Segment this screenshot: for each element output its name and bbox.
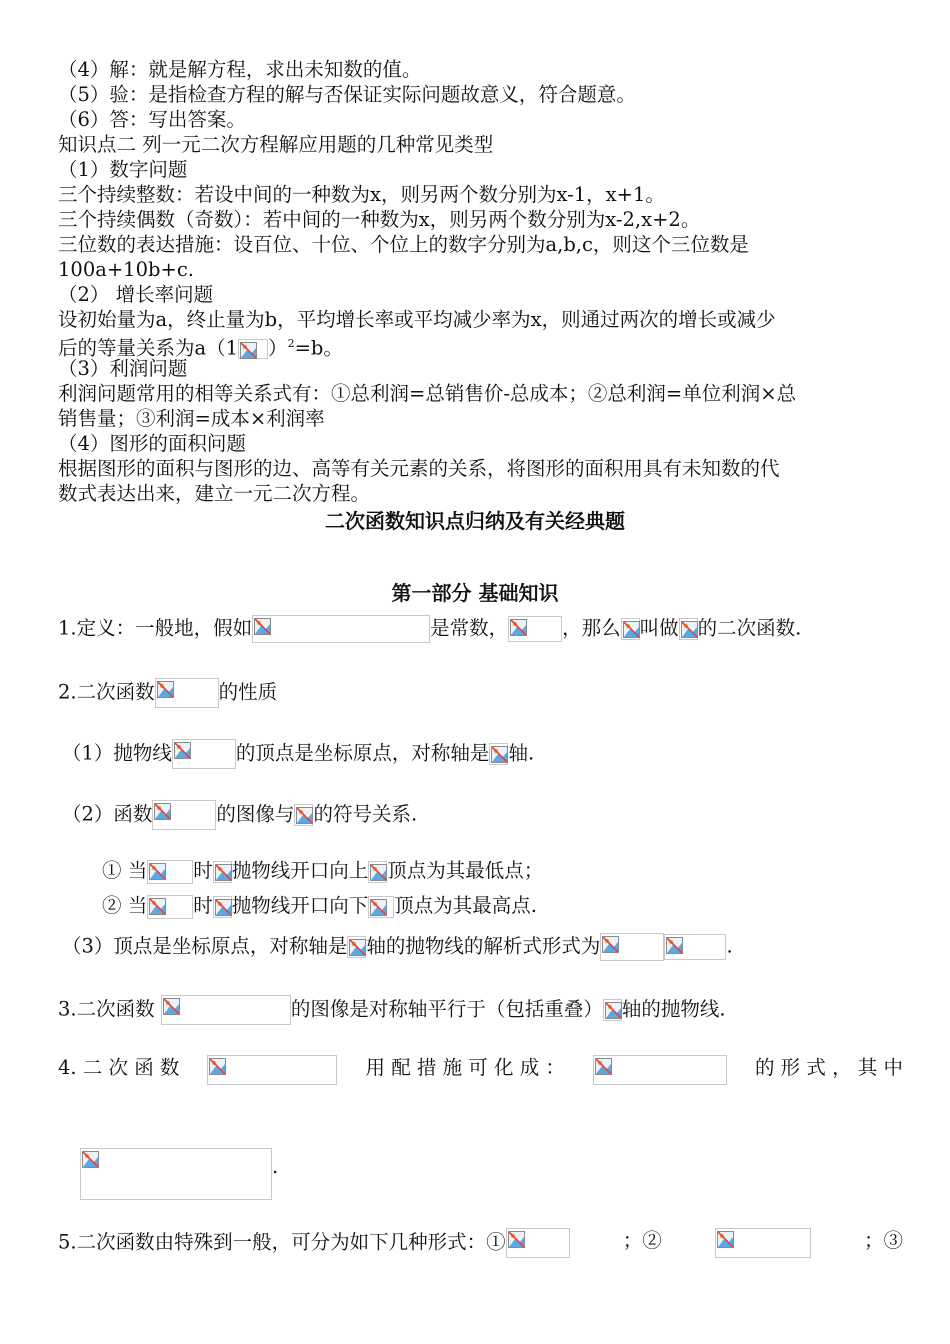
formula-image [172, 739, 236, 769]
broken-image-icon [174, 742, 191, 759]
text-line: （2） 增长率问题 [58, 283, 214, 306]
text-fragment: 的性质 [218, 680, 278, 704]
text-line: （4）解：就是解方程，求出未知数的值。 [58, 58, 422, 81]
broken-image-icon [209, 1058, 226, 1075]
text-line: （6）答：写出答案。 [58, 108, 246, 131]
broken-image-icon [82, 1151, 99, 1168]
formula-image [213, 896, 232, 918]
formula-image [368, 861, 387, 883]
formula-image [621, 618, 640, 640]
formula-image [207, 1055, 337, 1085]
formula-image [489, 743, 508, 765]
text-fragment: （1）抛物线 [62, 741, 172, 765]
text-fragment: 顶点为其最高点. [394, 894, 537, 917]
broken-image-icon [602, 936, 619, 953]
text-fragment: 的图像与 [216, 802, 295, 826]
formula-image [294, 804, 313, 826]
text-fragment: （2）函数 [62, 802, 153, 826]
part-title: 第一部分 基础知识 [391, 581, 559, 605]
text-fragment: 的顶点是坐标原点，对称轴是 [235, 741, 490, 765]
formula-image [715, 1228, 811, 1258]
text-line: 销售量；③利润=成本×利润率 [58, 407, 325, 430]
formula-image [664, 934, 726, 960]
text-fragment: 的二次函数. [697, 616, 802, 640]
broken-image-icon [370, 899, 387, 916]
item-line [58, 1055, 903, 1085]
text-fragment: 后的等量关系为a（1 [58, 336, 239, 360]
text-fragment: 轴. [508, 741, 535, 765]
broken-image-icon [717, 1231, 734, 1248]
item-line [80, 1148, 278, 1200]
text-line: 三位数的表达措施：设百位、十位、个位上的数字分别为a,b,c，则这个三位数是 [58, 233, 749, 256]
item-line [62, 933, 733, 961]
text-fragment: 时 [193, 894, 213, 917]
text-fragment: ① 当 [102, 859, 148, 882]
broken-image-icon [163, 998, 180, 1015]
text-fragment: 3.二次函数 [58, 997, 155, 1021]
broken-image-icon [623, 621, 640, 638]
broken-image-icon [240, 342, 257, 359]
formula-image [147, 860, 193, 884]
item-line [62, 739, 534, 769]
text-fragment: 顶点为其最低点； [387, 859, 544, 882]
formula-image [603, 999, 622, 1021]
superscript: 2 [287, 337, 295, 350]
text-fragment: . [726, 934, 733, 958]
formula-image [600, 933, 664, 961]
formula-image [368, 896, 394, 918]
broken-image-icon [681, 621, 698, 638]
text-line: 三个持续偶数（奇数）：若中间的一种数为x，则另两个数分别为x-2,x+2。 [58, 208, 701, 231]
text-fragment: . [272, 1155, 279, 1178]
text-fragment: 的图像是对称轴平行于（包括重叠） [290, 997, 603, 1021]
text-fragment: 用 配 措 施 可 化 成 ： [365, 1056, 565, 1079]
broken-image-icon [157, 681, 174, 698]
section-title: 知识点二 列一元二次方程解应用题的几种常见类型 [58, 133, 494, 156]
text-fragment: 的 形 式 ， 其 中 [754, 1056, 903, 1079]
text-fragment: 5.二次函数由特殊到一般，可分为如下几种形式：① [58, 1230, 506, 1254]
text-line: 利润问题常用的相等关系式有：①总利润=总销售价-总成本；②总利润=单位利润×总 [58, 382, 797, 405]
broken-image-icon [149, 863, 166, 880]
item-line [62, 800, 417, 830]
text-fragment: 轴的抛物线的解析式形式为 [366, 934, 601, 958]
formula-image [152, 800, 216, 830]
broken-image-icon [296, 807, 313, 824]
formula-image [213, 861, 232, 883]
broken-image-icon [215, 899, 232, 916]
text-fragment: 抛物线开口向上 [231, 859, 369, 882]
text-line: （5）验：是指检查方程的解与否保证实际问题故意义，符合题意。 [58, 83, 636, 106]
text-line: 设初始量为a，终止量为b，平均增长率或平均减少率为x，则通过两次的增长或减少 [58, 308, 776, 331]
text-line: 根据图形的面积与图形的边、高等有关元素的关系，将图形的面积用具有未知数的代 [58, 457, 780, 480]
broken-image-icon [370, 864, 387, 881]
broken-image-icon [349, 939, 366, 956]
item-line [102, 893, 537, 919]
formula-image [593, 1055, 727, 1085]
item-line [58, 1228, 903, 1258]
text-fragment: 抛物线开口向下 [231, 894, 369, 917]
text-fragment: ；③ [863, 1229, 903, 1252]
broken-image-icon [154, 803, 171, 820]
broken-image-icon [595, 1058, 612, 1075]
text-line: （1）数字问题 [58, 158, 188, 181]
formula-image [155, 678, 219, 708]
broken-image-icon [510, 619, 527, 636]
text-fragment: （3）顶点是坐标原点，对称轴是 [62, 934, 348, 958]
text-line: 100a+10b+c. [58, 258, 194, 281]
text-fragment: 是常数， [430, 616, 509, 640]
text-line: 三个持续整数：若设中间的一种数为x，则另两个数分别为x-1，x+1。 [58, 183, 665, 206]
item-line [58, 995, 726, 1025]
text-fragment: 的符号关系. [313, 802, 418, 826]
formula-image [161, 995, 291, 1025]
formula-image [238, 339, 268, 359]
text-fragment: 叫做 [639, 616, 679, 640]
formula-image [347, 936, 366, 958]
formula-image [508, 616, 562, 642]
broken-image-icon [149, 898, 166, 915]
text-line: （3）利润问题 [58, 357, 188, 380]
formula-image [80, 1148, 272, 1200]
text-line: （4）图形的面积问题 [58, 432, 246, 455]
text-fragment: =b。 [294, 336, 343, 360]
broken-image-icon [491, 746, 508, 763]
text-fragment: 2.二次函数 [58, 680, 155, 704]
broken-image-icon [666, 937, 683, 954]
formula-image [679, 618, 698, 640]
item-line [58, 678, 277, 708]
broken-image-icon [254, 618, 271, 635]
broken-image-icon [508, 1231, 525, 1248]
formula-image [252, 615, 430, 643]
text-fragment: 4. 二 次 函 数 [58, 1056, 180, 1079]
formula-image [506, 1228, 570, 1258]
item-line [102, 858, 543, 884]
definition-line [58, 615, 801, 643]
text-fragment: ；② [622, 1229, 662, 1252]
document-title: 二次函数知识点归纳及有关经典题 [325, 509, 625, 533]
broken-image-icon [605, 1002, 622, 1019]
text-fragment [58, 1228, 570, 1258]
broken-image-icon [215, 864, 232, 881]
text-fragment: ） [268, 336, 288, 360]
text-fragment: ，那么 [562, 616, 621, 640]
text-fragment: 时 [193, 859, 213, 882]
formula-image [147, 895, 193, 919]
text-line: 数式表达出来，建立一元二次方程。 [58, 482, 371, 505]
text-fragment: 1.定义：一般地，假如 [58, 616, 253, 640]
text-fragment: ② 当 [102, 894, 148, 917]
text-fragment: 轴的抛物线. [621, 997, 726, 1021]
